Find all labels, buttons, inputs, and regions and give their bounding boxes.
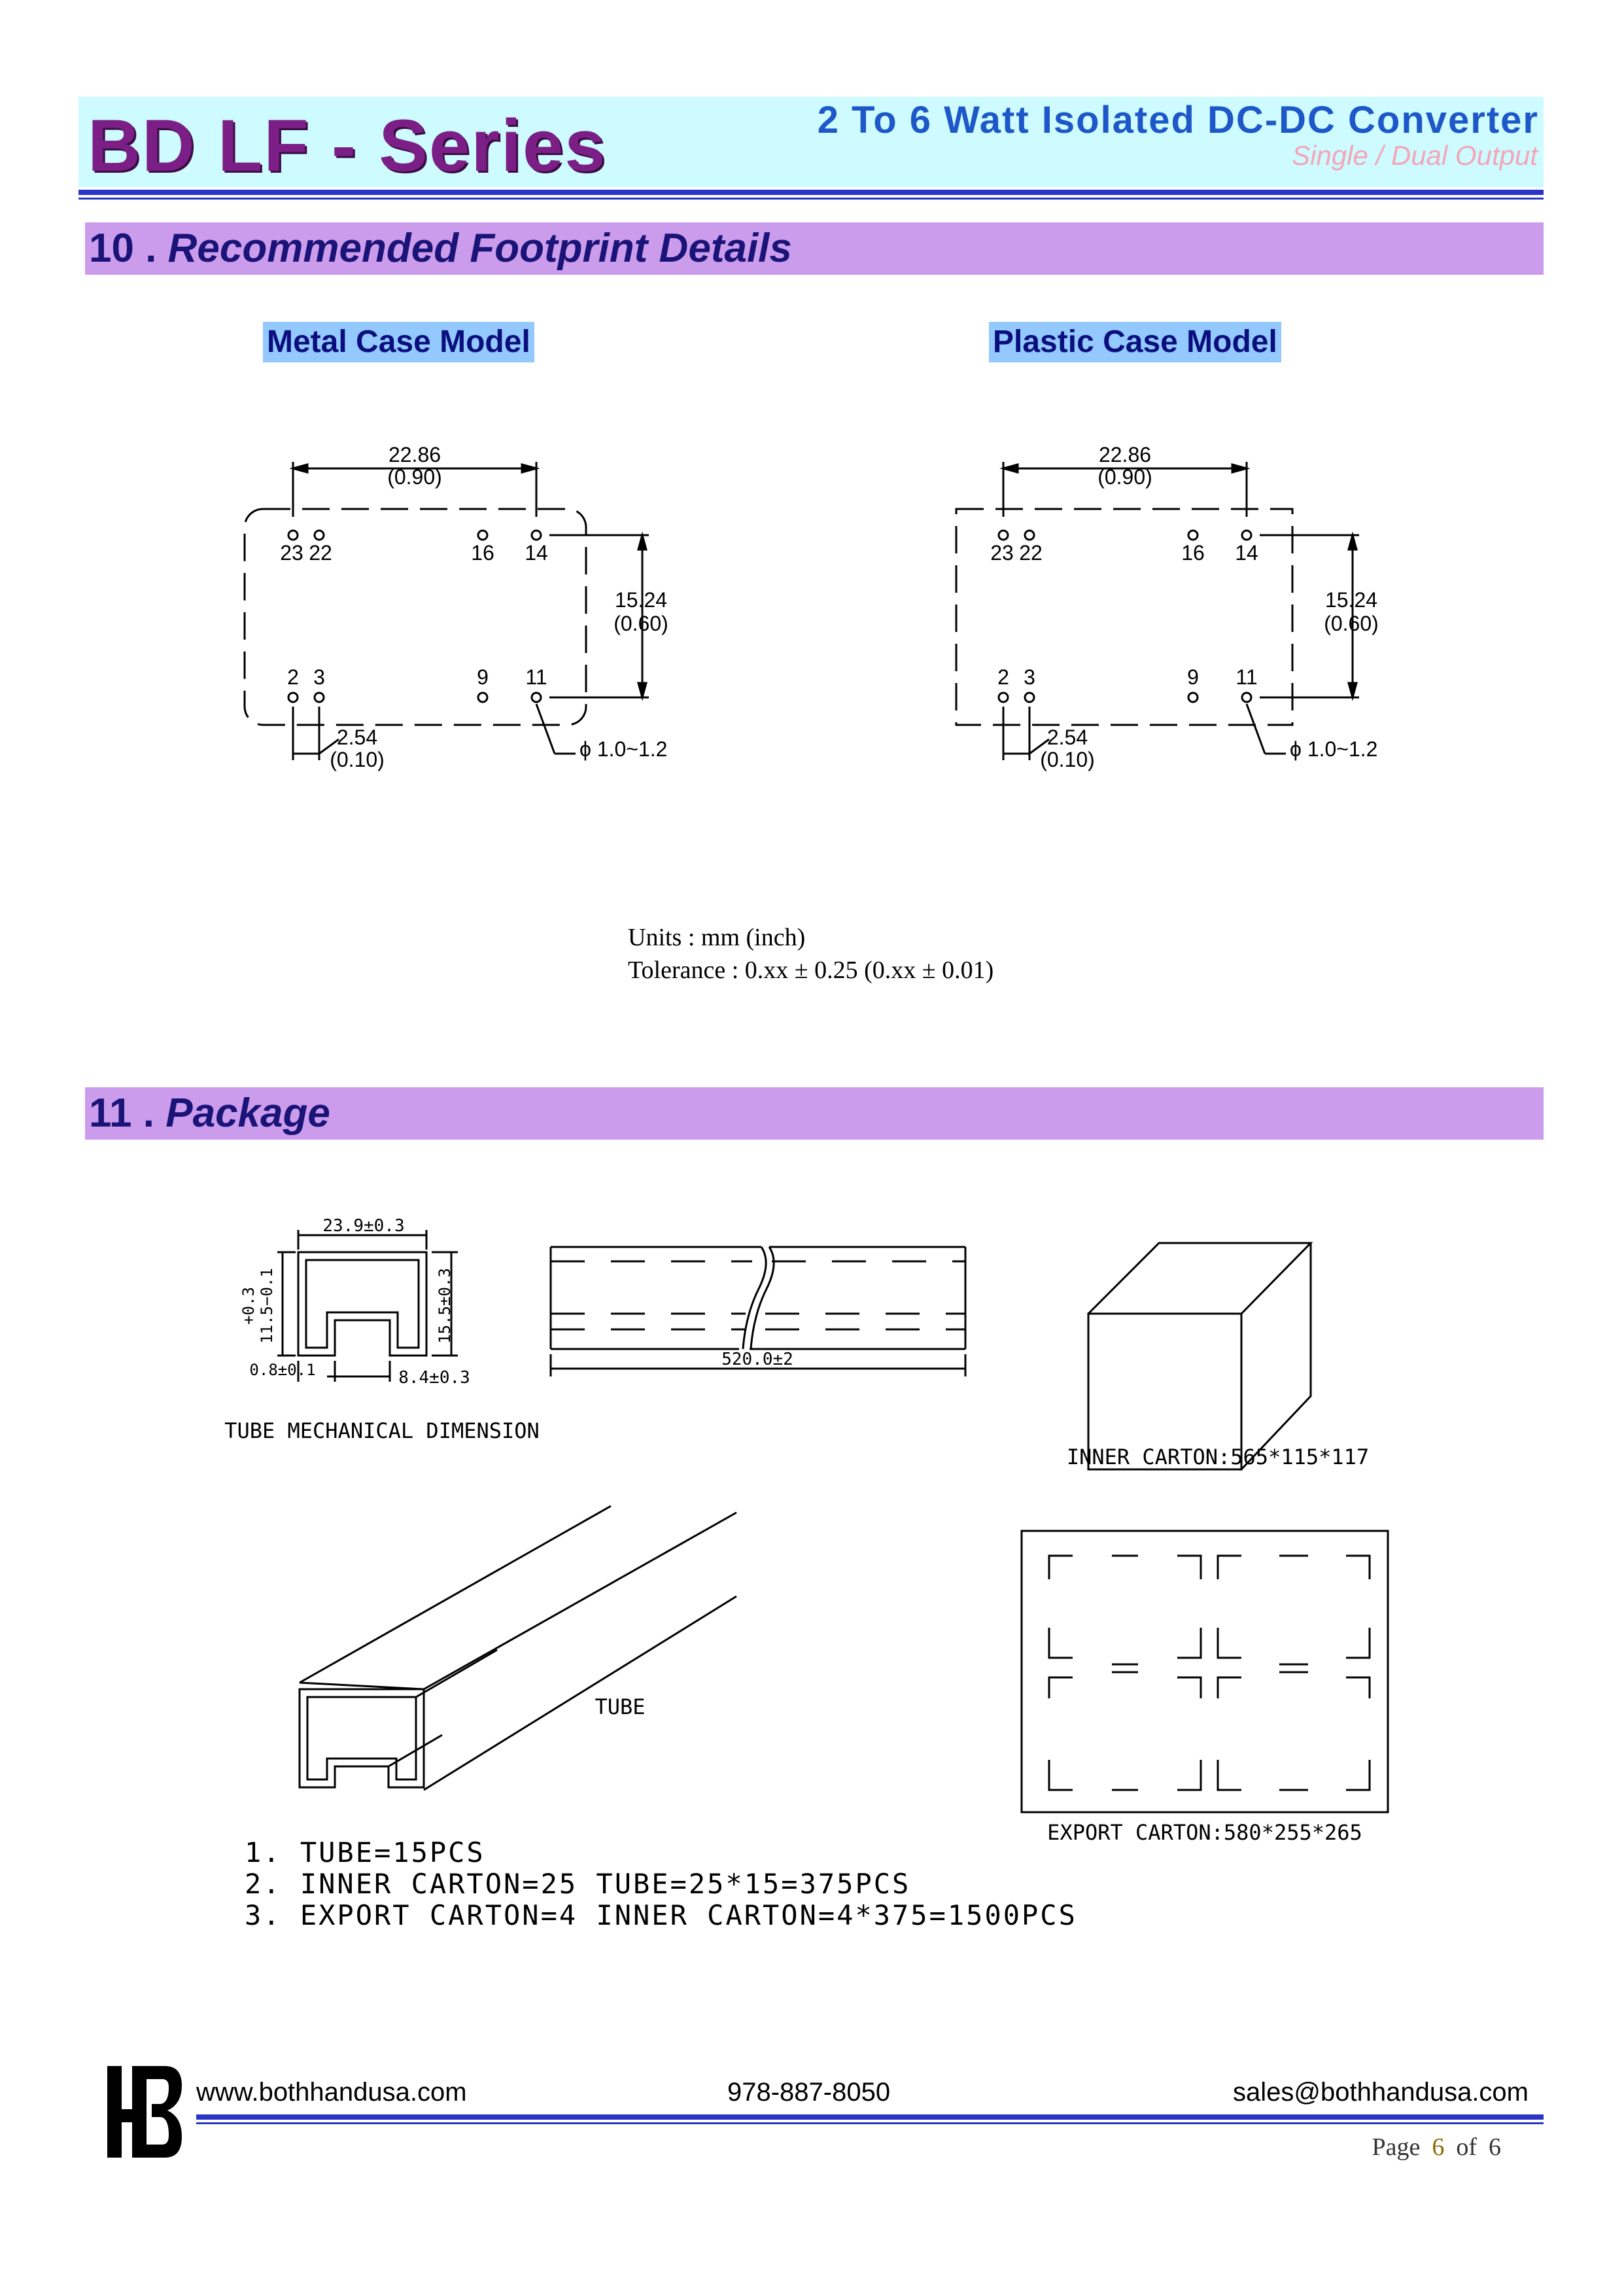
header-title: 2 To 6 Watt Isolated DC-DC Converter: [817, 99, 1539, 141]
metal-pin-label-23: 23: [280, 541, 303, 565]
pin-23: [288, 531, 298, 540]
company-logo: [105, 2063, 184, 2162]
tube-slot-dim: 8.4±0.3: [398, 1368, 470, 1388]
tube-label: TUBE: [595, 1694, 646, 1719]
tolerance-text: Tolerance : 0.xx ± 0.25 (0.xx ± 0.01): [628, 956, 994, 984]
plastic-hole-dia: ϕ 1.0~1.2: [1290, 737, 1378, 761]
brand-title: BD LF - Series: [88, 105, 607, 186]
tube-wall-dim: 0.8±0.1: [249, 1361, 316, 1379]
footer-email[interactable]: sales@bothhandusa.com: [1233, 2078, 1529, 2107]
pin-11: [532, 693, 541, 702]
plastic-pin-label-11: 11: [1235, 665, 1258, 689]
section-11-bar: [85, 1087, 1544, 1140]
page-number: Page 6 of 6: [1372, 2133, 1501, 2161]
metal-hole-dia: ϕ 1.0~1.2: [579, 737, 668, 761]
plastic-pin-label-16: 16: [1181, 541, 1205, 565]
package-list-item: 2. INNER CARTON=25 TUBE=25*15=375PCS: [245, 1868, 911, 1900]
section-11-title: 11 . Package: [89, 1091, 330, 1136]
metal-pin-label-11: 11: [525, 665, 547, 689]
metal-pin-label-14: 14: [525, 541, 548, 565]
package-list: [245, 1837, 1077, 1931]
footer-website[interactable]: www.bothhandusa.com: [196, 2078, 467, 2107]
plastic-width-in: (0.90): [1097, 465, 1152, 489]
units-text: Units : mm (inch): [628, 924, 806, 951]
plastic-pin-label-9: 9: [1187, 665, 1199, 689]
package-drawings: [0, 1178, 1624, 1865]
plastic-case-label: Plastic Case Model: [989, 322, 1281, 362]
inner-carton-box: [1088, 1243, 1311, 1469]
tube-perspective: [300, 1506, 736, 1790]
export-carton-view: [1022, 1531, 1388, 1812]
metal-width-in: (0.90): [387, 465, 442, 489]
plastic-pin-label-22: 22: [1019, 541, 1043, 565]
section-10-title: 10 . Recommended Footprint Details: [89, 226, 792, 271]
metal-pitch-in: (0.10): [330, 748, 385, 771]
plastic-pitch-mm: 2.54: [1046, 726, 1088, 749]
pin-14: [532, 531, 541, 540]
inner-carton-caption: INNER CARTON:565*115*117: [1066, 1445, 1370, 1469]
tube-height-left: 11.5−0.1: [258, 1268, 276, 1344]
package-list-item: 3. EXPORT CARTON=4 INNER CARTON=4*375=1500PCS: [245, 1899, 1077, 1931]
metal-height-in: (0.60): [613, 612, 668, 635]
plastic-pin-label-2: 2: [997, 665, 1009, 689]
plastic-height-in: (0.60): [1324, 612, 1379, 635]
package-list-item: 1. TUBE=15PCS: [245, 1836, 485, 1868]
pin-16: [478, 531, 487, 540]
tube-height-right: 15.5±0.3: [436, 1268, 454, 1344]
tube-width-dim: 23.9±0.3: [322, 1216, 405, 1236]
footer-phone: 978-887-8050: [727, 2078, 891, 2107]
metal-pin-label-3: 3: [313, 665, 325, 689]
metal-pitch-mm: 2.54: [336, 726, 378, 749]
pin-2: [288, 693, 298, 702]
metal-pin-label-9: 9: [477, 665, 489, 689]
metal-width-mm: 22.86: [388, 443, 441, 466]
pin-3: [315, 693, 324, 702]
tube-length-dim: 520.0±2: [721, 1350, 793, 1369]
metal-pin-label-2: 2: [287, 665, 299, 689]
plastic-footprint-drawing: [710, 0, 1495, 850]
pin-22: [315, 531, 324, 540]
metal-pin-label-22: 22: [309, 541, 332, 565]
footer-rule-thin: [196, 2122, 1544, 2124]
plastic-pin-label-23: 23: [990, 541, 1014, 565]
footer-rule: [196, 2114, 1544, 2120]
tube-cross-section: [277, 1230, 458, 1382]
tube-caption: TUBE MECHANICAL DIMENSION: [224, 1418, 540, 1443]
metal-pin-label-16: 16: [471, 541, 494, 565]
export-carton-caption: EXPORT CARTON:580*255*265: [1047, 1820, 1362, 1845]
metal-height-mm: 15.24: [614, 588, 668, 612]
plastic-height-mm: 15.24: [1324, 588, 1378, 612]
plastic-width-mm: 22.86: [1098, 443, 1152, 466]
plastic-pin-label-14: 14: [1235, 541, 1258, 565]
pin-9: [478, 693, 487, 702]
plastic-pin-label-3: 3: [1024, 665, 1035, 689]
metal-case-label: Metal Case Model: [263, 322, 534, 362]
tube-height-tol: +0.3: [239, 1287, 258, 1325]
units-notes: [628, 921, 993, 987]
plastic-pitch-in: (0.10): [1040, 748, 1095, 771]
header-subtitle: Single / Dual Output: [1292, 140, 1538, 171]
